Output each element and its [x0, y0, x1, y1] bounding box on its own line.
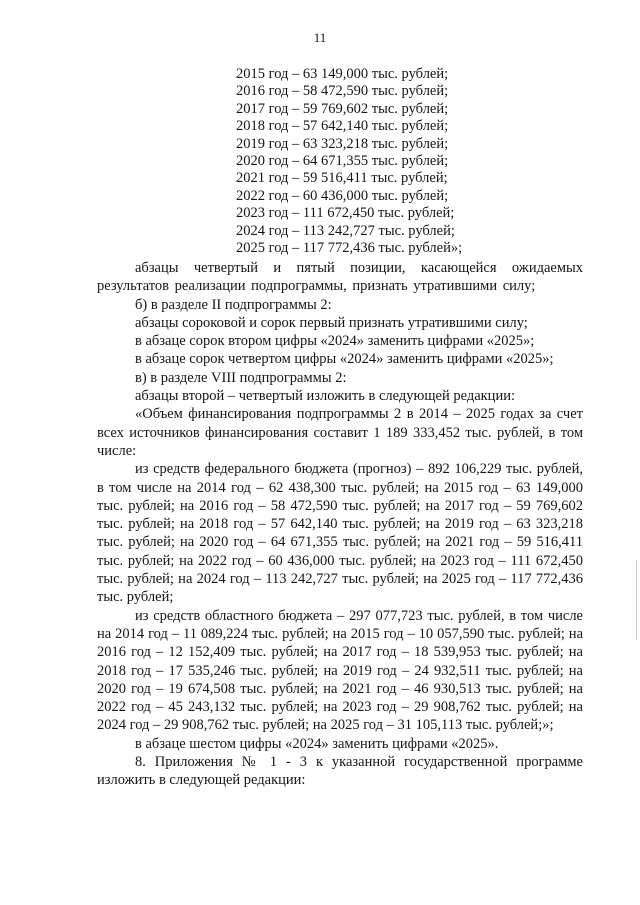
paragraph-appendices: 8. Приложения № 1 - 3 к указанной государственной программе изложить в следующей редакции:: [97, 754, 583, 789]
year-line-2016: 2016 год – 58 472,590 тыс. рублей;: [236, 83, 449, 100]
year-line-2025: 2025 год – 117 772,436 тыс. рублей»;: [236, 240, 463, 257]
year-line-2022: 2022 год – 60 436,000 тыс. рублей;: [236, 187, 449, 204]
year-line-2017: 2017 год – 59 769,602 тыс. рублей;: [236, 100, 449, 117]
year-line-2023: 2023 год – 111 672,450 тыс. рублей;: [236, 205, 455, 222]
scan-edge-mark: [636, 560, 637, 640]
paragraph-abzats-2-4: абзацы второй – четвертый изложить в следующей редакции:: [135, 388, 515, 405]
paragraph-federal-budget: из средств федерального бюджета (прогноз) – 892 106,229 тыс. рублей, в том числе на 2014 год – 62 438,300 тыс. рублей; на 2015 год – 63 149,000 тыс. рублей; на 2016 год – 58 472,590 тыс. рублей; на 2017 год – 59 769,602 тыс. рублей; на 2018 год – 57 642,140 тыс. рублей; на 2019 год – 63 323,218 тыс. рублей; на 2020 год – 64 671,355 тыс. рублей; на 2021 год – 59 516,411 тыс. рублей; на 2022 год – 60 436,000 тыс. рублей; на 2023 год – 111 672,450 тыс. рублей; на 2024 год – 113 242,727 тыс. рублей; на 2025 год – 117 772,436 тыс. рублей;: [97, 461, 583, 606]
paragraph-regional-budget: из средств областного бюджета – 297 077,723 тыс. рублей, в том числе на 2014 год – 11 089,224 тыс. рублей; на 2015 год – 10 057,590 тыс. рублей; на 2016 год – 12 152,409 тыс. рублей; на 2017 год – 18 539,953 тыс. рублей; на 2018 год – 17 535,246 тыс. рублей; на 2019 год – 24 932,511 тыс. рублей; на 2020 год – 19 674,508 тыс. рублей; на 2021 год – 46 930,513 тыс. рублей; на 2022 год – 45 243,132 тыс. рублей; на 2023 год – 29 908,762 тыс. рублей; на 2024 год – 29 908,762 тыс. рублей; на 2025 год – 31 105,113 тыс. рублей;»;: [97, 607, 583, 734]
paragraph-section-viii: в) в разделе VIII подпрограммы 2:: [135, 369, 347, 386]
paragraph-abzats-6: в абзаце шестом цифры «2024» заменить цифрами «2025».: [135, 735, 499, 752]
year-line-2015: 2015 год – 63 149,000 тыс. рублей;: [236, 66, 449, 82]
paragraph-abzats-40-41: абзацы сороковой и сорок первый признать утратившими силу;: [135, 314, 528, 331]
year-line-2019: 2019 год – 63 323,218 тыс. рублей;: [236, 135, 449, 152]
paragraph-abzats-44: в абзаце сорок четвертом цифры «2024» заменить цифрами «2025»;: [135, 351, 554, 368]
paragraph-abzats-42: в абзаце сорок втором цифры «2024» заменить цифрами «2025»;: [135, 333, 535, 350]
paragraph-total-financing: «Объем финансирования подпрограммы 2 в 2014 – 2025 годах за счет всех источников финансирования составит 1 189 333,452 тыс. рублей, в том числе:: [97, 406, 583, 459]
year-line-2020: 2020 год – 64 671,355 тыс. рублей;: [236, 153, 449, 170]
year-line-2024: 2024 год – 113 242,727 тыс. рублей;: [236, 222, 455, 239]
paragraph-expected-results: абзацы четвертый и пятый позиции, касающейся ожидаемых результатов реализации подпрограммы, признать утратившими силу;: [97, 260, 583, 295]
paragraph-section-ii: б) в разделе II подпрограммы 2:: [135, 296, 332, 313]
year-line-2018: 2018 год – 57 642,140 тыс. рублей;: [236, 118, 449, 135]
year-line-2021: 2021 год – 59 516,411 тыс. рублей;: [236, 170, 448, 187]
page-number: 11: [313, 30, 327, 45]
document-body: [97, 259, 583, 790]
year-funding-list: [236, 66, 462, 257]
